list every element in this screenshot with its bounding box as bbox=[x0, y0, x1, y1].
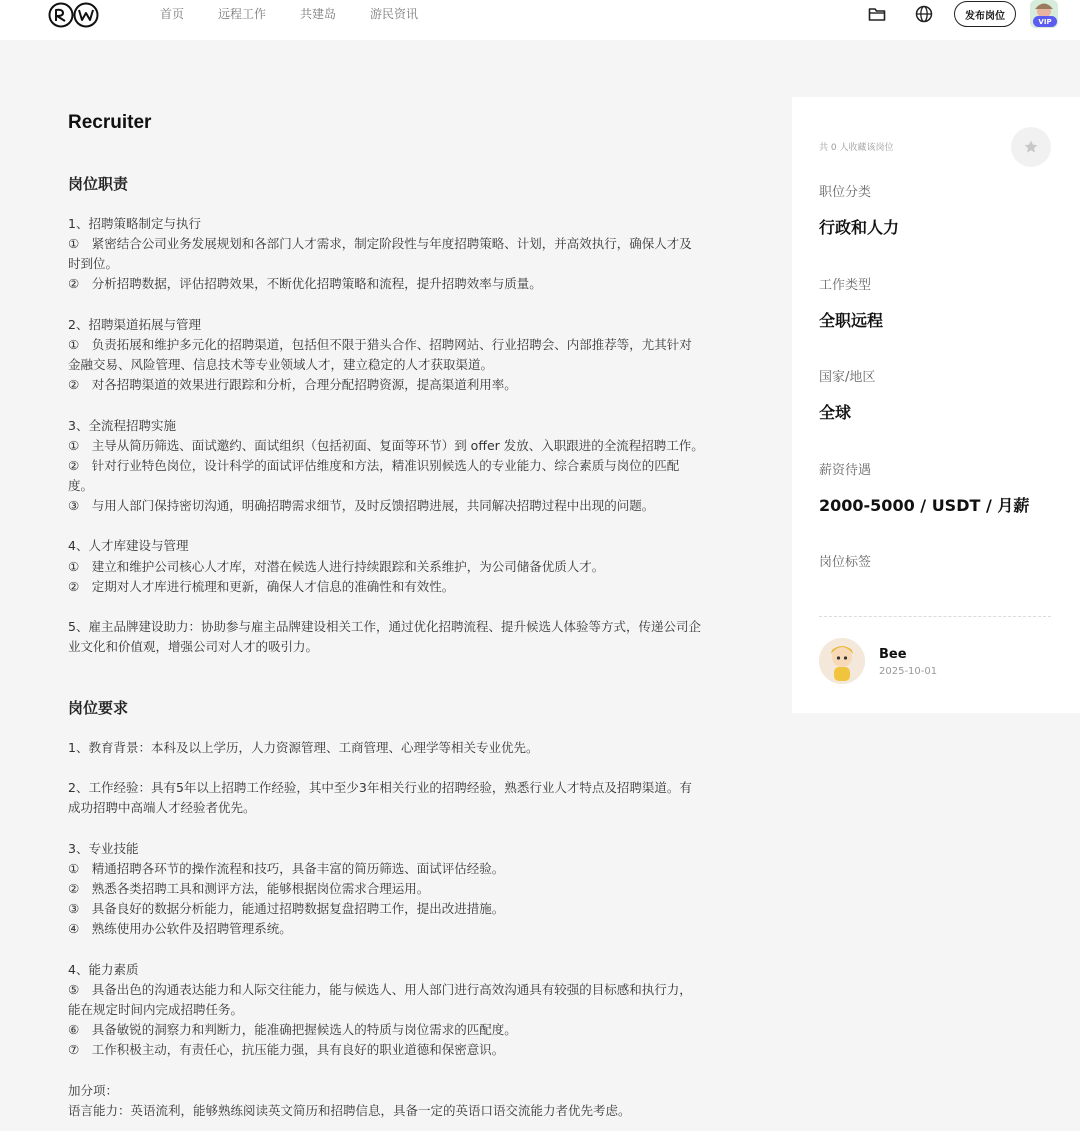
duties-line: ② 针对行业特色岗位，设计科学的面试评估维度和方法，精准识别候选人的专业能力、综合素质与岗位的匹配 bbox=[68, 457, 680, 473]
requirements-line: 4、能力素质 bbox=[68, 961, 139, 977]
requirements-line: ④ 熟练使用办公软件及招聘管理系统。 bbox=[68, 921, 292, 937]
salary-value: 2000-5000 / USDT / 月薪 bbox=[819, 496, 1030, 515]
requirements-line: 加分项： bbox=[68, 1082, 119, 1098]
requirements-line: ③ 具备良好的数据分析能力，能通过招聘数据复盘招聘工作，提出改进措施。 bbox=[68, 901, 505, 917]
duties-line: 5、雇主品牌建设助力：协助参与雇主品牌建设相关工作，通过优化招聘流程、提升候选人体验等方式，传递公司企 bbox=[68, 619, 701, 634]
requirements-line: 2、工作经验：具有5年以上招聘工作经验，其中至少3年相关行业的招聘经验，熟悉行业人才特点及招聘渠道。有 bbox=[68, 780, 692, 796]
vip-badge: VIP bbox=[1033, 16, 1057, 27]
requirements-line: ② 熟悉各类招聘工具和测评方法，能够根据岗位需求合理运用。 bbox=[68, 881, 430, 897]
duties-line: ① 负责拓展和维护多元化的招聘渠道，包括但不限于猎头合作、招聘网站、行业招聘会、内部推荐等，尤其针对 bbox=[68, 336, 692, 352]
job-detail bbox=[68, 112, 768, 1118]
duties-line: ③ 与用人部门保持密切沟通，明确招聘需求细节，及时反馈招聘进展，共同解决招聘过程中出现的问题。 bbox=[68, 498, 655, 514]
duties-line: 度。 bbox=[68, 477, 94, 493]
category-label: 职位分类 bbox=[819, 185, 872, 200]
requirements-line: ⑦ 工作积极主动，有责任心，抗压能力强，具有良好的职业道德和保密意识。 bbox=[68, 1042, 505, 1058]
nav-home[interactable]: 首页 bbox=[160, 7, 185, 21]
requirements-line: 1、教育背景：本科及以上学历，人力资源管理、工商管理、心理学等相关专业优先。 bbox=[68, 740, 539, 755]
category-value: 行政和人力 bbox=[819, 218, 900, 237]
duties-line: ② 分析招聘数据，评估招聘效果，不断优化招聘策略和流程，提升招聘效率与质量。 bbox=[68, 276, 542, 292]
requirements-line: ⑤ 具备出色的沟通表达能力和人际交往能力，能与候选人、用人部门进行高效沟通具有较强的目标感和执行力， bbox=[68, 981, 692, 997]
requirements-line: 能在规定时间内完成招聘任务。 bbox=[68, 1001, 244, 1017]
duties-line: ① 主导从简历筛选、面试邀约、面试组织（包括初面、复面等环节）到 offer 发放、入职跟进的全流程招聘工作。 bbox=[68, 437, 704, 453]
requirements-line: 3、专业技能 bbox=[68, 840, 139, 856]
work-type-value: 全职远程 bbox=[819, 311, 884, 330]
nav-nomad-news[interactable]: 游民资讯 bbox=[370, 7, 419, 21]
folder-icon[interactable] bbox=[867, 4, 887, 24]
star-icon bbox=[1023, 139, 1039, 155]
duties-line: 4、人才库建设与管理 bbox=[68, 538, 189, 554]
duties-line: 1、招聘策略制定与执行 bbox=[68, 216, 201, 231]
region-value: 全球 bbox=[819, 403, 852, 422]
top-header bbox=[0, 0, 1080, 40]
duties-line: 金融交易、风险管理、信息技术等专业领域人才，建立稳定的人才获取渠道。 bbox=[68, 357, 494, 373]
duties-line: ② 对各招聘渠道的效果进行跟踪和分析，合理分配招聘资源，提高渠道利用率。 bbox=[68, 377, 517, 393]
requirements-line: 成功招聘中高端人才经验者优先。 bbox=[68, 800, 256, 816]
publish-job-button[interactable]: 发布岗位 bbox=[954, 1, 1016, 27]
requirements-line: ① 精通招聘各环节的操作流程和技巧，具备丰富的简历筛选、面试评估经验。 bbox=[68, 860, 505, 876]
duties-heading: 岗位职责 bbox=[68, 175, 129, 193]
duties-line: 业文化和价值观，增强公司对人才的吸引力。 bbox=[68, 639, 319, 655]
requirements-heading: 岗位要求 bbox=[68, 699, 129, 717]
post-date: 2025-10-01 bbox=[879, 666, 938, 677]
job-title: Recruiter bbox=[68, 112, 152, 133]
nav-co-build-island[interactable]: 共建岛 bbox=[300, 7, 337, 21]
duties-line: ① 紧密结合公司业务发展规划和各部门人才需求，制定阶段性与年度招聘策略、计划，并高效执行，确保人才及 bbox=[68, 236, 692, 252]
nav-remote-work[interactable]: 远程工作 bbox=[218, 7, 267, 21]
requirements-line: ⑥ 具备敏锐的洞察力和判断力，能准确把握候选人的特质与岗位需求的匹配度。 bbox=[68, 1022, 517, 1038]
job-info-sidebar bbox=[792, 97, 1080, 713]
favorite-count: 共 0 人收藏该岗位 bbox=[819, 143, 894, 153]
globe-icon[interactable] bbox=[914, 4, 934, 24]
duties-line: ① 建立和维护公司核心人才库，对潜在候选人进行持续跟踪和关系维护，为公司储备优质人才。 bbox=[68, 558, 605, 574]
salary-label: 薪资待遇 bbox=[819, 463, 872, 478]
duties-line: 2、招聘渠道拓展与管理 bbox=[68, 316, 201, 332]
tags-label: 岗位标签 bbox=[819, 555, 872, 570]
requirements-line: 语言能力：英语流利，能够熟练阅读英文简历和招聘信息，具备一定的英语口语交流能力者优先考虑。 bbox=[68, 1102, 631, 1118]
main-nav bbox=[160, 6, 452, 22]
region-label: 国家/地区 bbox=[819, 370, 876, 385]
divider bbox=[819, 616, 1051, 617]
duties-line: 时到位。 bbox=[68, 256, 119, 272]
duties-line: ② 定期对人才库进行梳理和更新，确保人才信息的准确性和有效性。 bbox=[68, 578, 455, 594]
site-logo[interactable] bbox=[48, 2, 100, 28]
work-type-label: 工作类型 bbox=[819, 278, 872, 293]
duties-line: 3、全流程招聘实施 bbox=[68, 417, 176, 433]
poster-avatar[interactable] bbox=[819, 638, 865, 684]
poster-name[interactable]: Bee bbox=[879, 647, 907, 662]
favorite-button[interactable] bbox=[1011, 127, 1051, 167]
